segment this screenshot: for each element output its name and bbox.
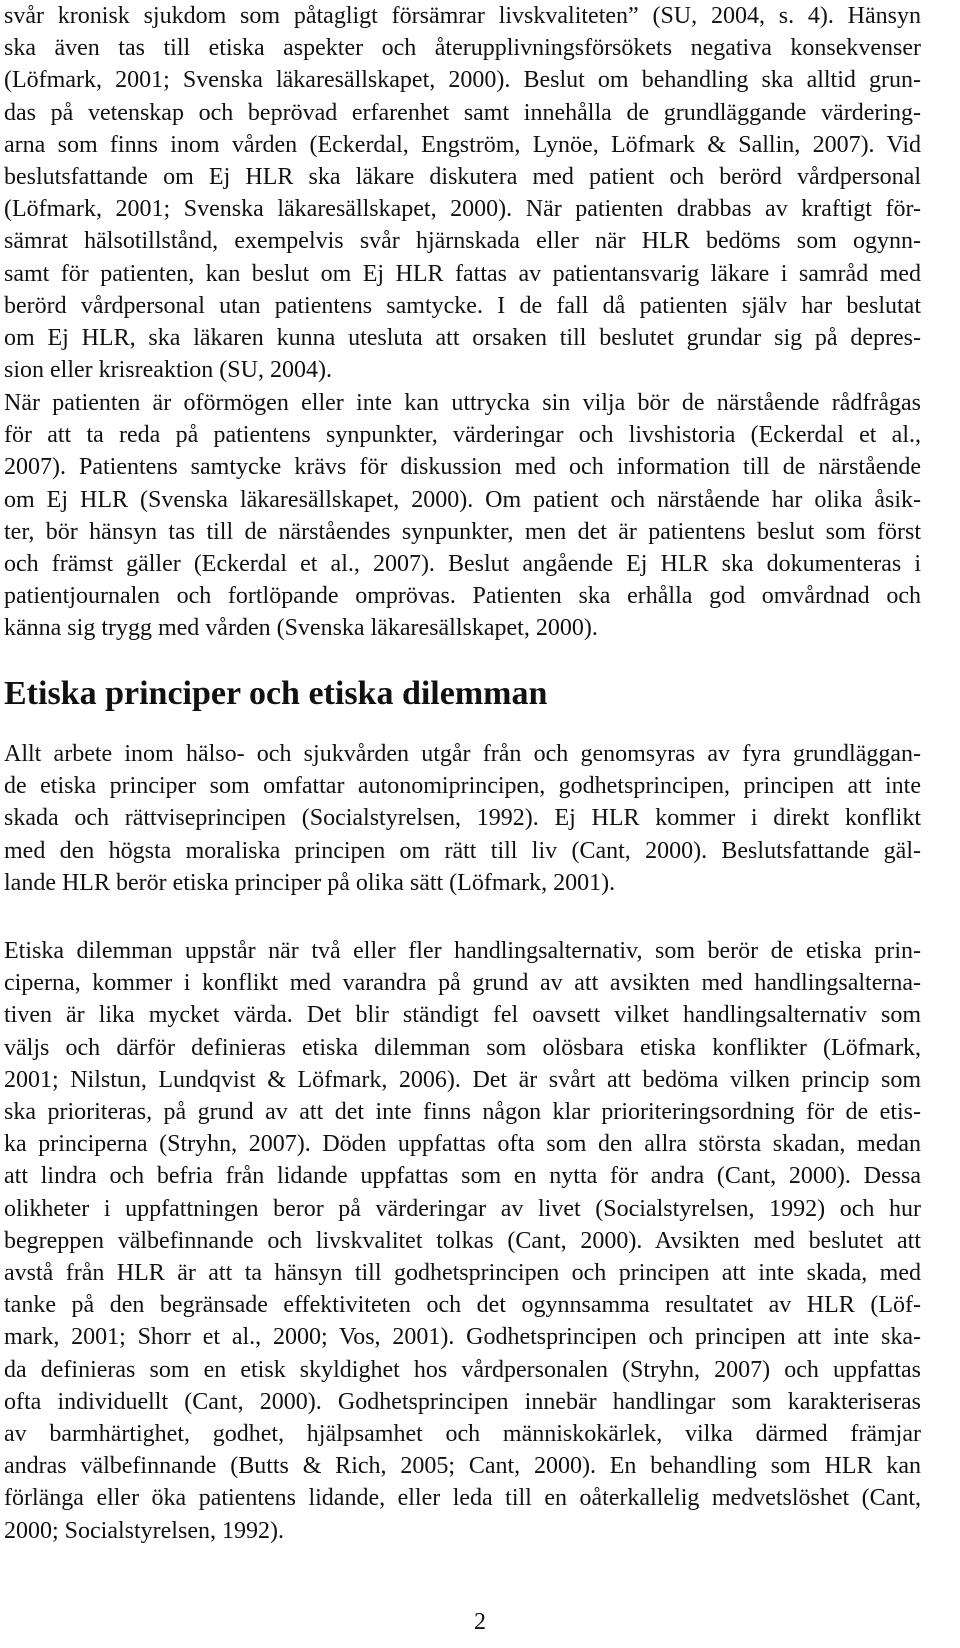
text-line: de etiska principer som omfattar autonomiprincipen, godhetsprincipen, principen att inte [4,773,921,800]
text-line: sämrat hälsotillstånd, exempelvis svår hjärnskada eller när HLR bedöms som ogynn- [4,228,921,255]
text-line: ska även tas till etiska aspekter och återupplivningsförsökets negativa konsekvenser [4,35,921,62]
section-heading: Etiska principer och etiska dilemman [4,675,548,712]
text-line: 2007). Patientens samtycke krävs för diskussion med och information till de närstående [4,454,921,481]
text-line: (Löfmark, 2001; Svenska läkaresällskapet, 2000). Beslut om behandling ska alltid grun- [4,67,921,94]
text-line: ska prioriteras, på grund av att det inte finns någon klar prioriteringsordning för de etis- [4,1099,921,1126]
text-line: da definieras som en etisk skyldighet hos vårdpersonalen (Stryhn, 2007) och uppfattas [4,1356,921,1383]
text-line: skada och rättviseprincipen (Socialstyrelsen, 1992). Ej HLR kommer i direkt konflikt [4,805,921,832]
text-line: avstå från HLR är att ta hänsyn till godhetsprincipen och principen att inte skada, med [4,1260,921,1287]
text-line: (Löfmark, 2001; Svenska läkaresällskapet, 2000). När patienten drabbas av kraftigt för- [4,196,921,223]
text-line: lande HLR berör etiska principer på olika sätt (Löfmark, 2001). [4,869,616,896]
text-line: att lindra och befria från lidande uppfattas som en nytta för andra (Cant, 2000). Dessa [4,1163,921,1190]
section-paragraph-2 [4,935,921,1547]
text-line: för att ta reda på patientens synpunkter, värderingar och livshistoria (Eckerdal et al., [4,422,921,449]
text-line: patientjournalen och fortlöpande omprövas. Patienten ska erhålla god omvårdnad och [4,583,921,610]
text-line: Allt arbete inom hälso- och sjukvården utgår från och genomsyras av fyra grundläggan- [4,741,921,767]
text-line: om Ej HLR, ska läkaren kunna utesluta att orsaken till beslutet grundar sig på depres- [4,325,921,352]
text-line: tiven är lika mycket värda. Det blir ständigt fel oavsett vilket handlingsalternativ som [4,1002,921,1029]
text-line: ter, bör hänsyn tas till de närståendes synpunkter, men det är patientens beslut som först [4,518,921,545]
text-line: svår kronisk sjukdom som påtagligt försämrar livskvaliteten” (SU, 2004, s. 4). Hänsyn [4,3,921,29]
text-line: 2000; Socialstyrelsen, 1992). [4,1517,284,1544]
text-line: med den högsta moraliska principen om rätt till liv (Cant, 2000). Beslutsfattande gäl- [4,837,921,864]
text-line: samt för patienten, kan beslut om Ej HLR fattas av patientansvarig läkare i samråd med [4,260,921,287]
page-number: 2 [474,1609,486,1635]
text-line: mark, 2001; Shorr et al., 2000; Vos, 2001). Godhetsprincipen och principen att inte ska- [4,1324,921,1351]
text-line: om Ej HLR (Svenska läkaresällskapet, 2000). Om patient och närstående har olika åsik- [4,486,921,513]
text-line: begreppen välbefinnande och livskvalitet tolkas (Cant, 2000). Avsikten med beslutet att [4,1227,921,1254]
text-line: av barmhärtighet, godhet, hjälpsamhet och människokärlek, vilka därmed främjar [4,1421,921,1448]
text-line: andras välbefinnande (Butts & Rich, 2005; Cant, 2000). En behandling som HLR kan [4,1453,921,1480]
text-line: arna som finns inom vården (Eckerdal, Engström, Lynöe, Löfmark & Sallin, 2007). Vid [4,131,921,158]
text-line: berörd vårdpersonal utan patientens samtycke. I de fall då patienten själv har beslutat [4,292,921,319]
text-line: ofta individuellt (Cant, 2000). Godhetsprincipen innebär handlingar som karakteriseras [4,1388,921,1415]
text-line: förlänga eller öka patientens lidande, eller leda till en oåterkallelig medvetslöshet (Cant, [4,1485,921,1512]
text-line: känna sig trygg med vården (Svenska läkaresällskapet, 2000). [4,615,598,642]
text-line: ka principerna (Stryhn, 2007). Döden uppfattas ofta som den allra största skadan, medan [4,1131,921,1158]
text-line: När patienten är oförmögen eller inte kan uttrycka sin vilja bör de närstående rådfrågas [4,390,921,416]
text-line: beslutsfattande om Ej HLR ska läkare diskutera med patient och berörd vårdpersonal [4,164,921,191]
text-line: 2001; Nilstun, Lundqvist & Löfmark, 2006). Det är svårt att bedöma vilken princip som [4,1066,921,1093]
body-paragraph-2 [4,387,921,645]
text-line: olikheter i uppfattningen beror på värderingar av livet (Socialstyrelsen, 1992) och hur [4,1195,921,1222]
text-line: Etiska dilemman uppstår när två eller fler handlingsalternativ, som berör de etiska prin- [4,938,921,964]
text-line: och främst gäller (Eckerdal et al., 2007). Beslut angående Ej HLR ska dokumenteras i [4,551,921,578]
text-line: sion eller krisreaktion (SU, 2004). [4,357,332,384]
text-line: väljs och därför definieras etiska dilemman som olösbara etiska konflikter (Löfmark, [4,1034,921,1061]
section-paragraph-1 [4,738,921,899]
text-line: tanke på den begränsade effektiviteten och det ogynnsamma resultatet av HLR (Löf- [4,1292,921,1319]
body-paragraph-1 [4,0,921,386]
text-line: ciperna, kommer i konflikt med varandra på grund av att avsikten med handlingsalterna- [4,970,921,997]
text-line: das på vetenskap och beprövad erfarenhet samt innehålla de grundläggande värdering- [4,99,921,126]
